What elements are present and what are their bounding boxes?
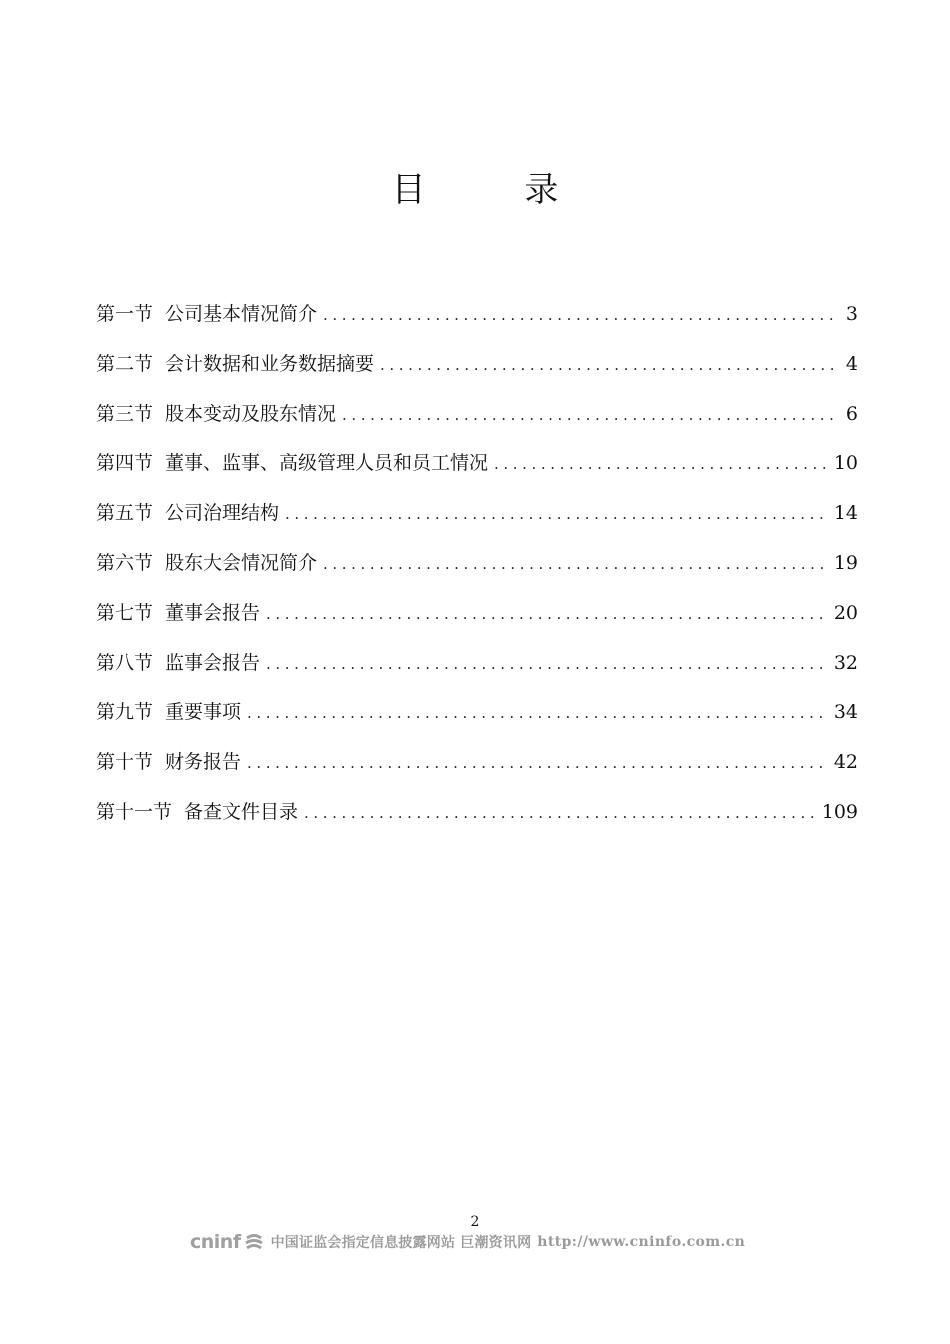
toc-section-label: 第十一节 — [96, 800, 173, 823]
dot-leader — [247, 747, 826, 779]
table-of-contents — [96, 298, 858, 846]
toc-entry[interactable] — [96, 398, 858, 448]
toc-entry[interactable] — [96, 497, 858, 547]
toc-entry-title: 公司治理结构 — [165, 502, 280, 525]
toc-page-number: 6 — [845, 402, 858, 425]
dot-leader — [494, 448, 826, 480]
toc-section-label: 第七节 — [96, 601, 154, 624]
cninfo-logo — [190, 1231, 265, 1253]
toc-section-label: 第四节 — [96, 452, 154, 475]
page-number: 2 — [470, 1214, 480, 1230]
toc-entry[interactable] — [96, 348, 858, 398]
dot-leader — [247, 697, 826, 729]
dot-leader — [380, 349, 838, 381]
dot-leader — [323, 299, 838, 331]
toc-page-number: 19 — [833, 551, 858, 574]
toc-page-number: 32 — [833, 651, 858, 674]
toc-entry[interactable] — [96, 696, 858, 746]
toc-entry[interactable] — [96, 746, 858, 796]
footer-tagline: 中国证监会指定信息披露网站 巨潮资讯网 — [270, 1235, 532, 1251]
toc-page-number: 20 — [833, 601, 858, 624]
dot-leader — [266, 598, 826, 630]
page-title: 目 录 — [391, 170, 603, 210]
toc-entry-title: 董事、监事、高级管理人员和员工情况 — [165, 452, 489, 475]
toc-page-number: 3 — [845, 303, 858, 325]
toc-section-label: 第五节 — [96, 502, 154, 525]
toc-section-label: 第三节 — [96, 402, 154, 425]
toc-entry[interactable] — [96, 796, 858, 846]
toc-entry[interactable] — [96, 647, 858, 697]
logo-text: cninf — [190, 1231, 241, 1253]
dot-leader — [323, 548, 826, 580]
toc-page-number: 14 — [833, 502, 858, 525]
toc-section-label: 第二节 — [96, 352, 154, 375]
toc-section-label: 第一节 — [96, 303, 154, 325]
dot-leader — [285, 498, 826, 530]
toc-entry-title: 董事会报告 — [165, 601, 261, 624]
toc-entry-title: 财务报告 — [165, 751, 242, 774]
toc-page-number: 42 — [833, 751, 858, 774]
toc-entry-title: 重要事项 — [165, 701, 242, 724]
toc-section-label: 第十节 — [96, 751, 154, 774]
toc-entry[interactable] — [96, 447, 858, 497]
toc-section-label: 第八节 — [96, 651, 154, 674]
toc-entry-title: 监事会报告 — [165, 651, 261, 674]
footer-url-link[interactable]: http://www.cninfo.com.cn — [537, 1234, 746, 1250]
toc-entry-title: 股本变动及股东情况 — [165, 402, 337, 425]
toc-section-label: 第九节 — [96, 701, 154, 724]
cninfo-logo-icon — [243, 1233, 265, 1251]
toc-page-number: 34 — [833, 701, 858, 724]
toc-page-number: 109 — [821, 800, 858, 823]
toc-entry[interactable] — [96, 547, 858, 597]
toc-page-number: 4 — [845, 352, 858, 375]
toc-entry-title: 备查文件目录 — [184, 800, 299, 823]
dot-leader — [304, 797, 814, 829]
toc-entry-title: 公司基本情况简介 — [165, 303, 318, 325]
dot-leader — [342, 399, 838, 431]
toc-page-number: 10 — [833, 452, 858, 475]
footer — [190, 1230, 745, 1254]
toc-entry-title: 股东大会情况简介 — [165, 551, 318, 574]
toc-entry[interactable] — [96, 298, 858, 348]
toc-entry[interactable] — [96, 597, 858, 647]
toc-section-label: 第六节 — [96, 551, 154, 574]
toc-entry-title: 会计数据和业务数据摘要 — [165, 352, 375, 375]
dot-leader — [266, 648, 826, 680]
